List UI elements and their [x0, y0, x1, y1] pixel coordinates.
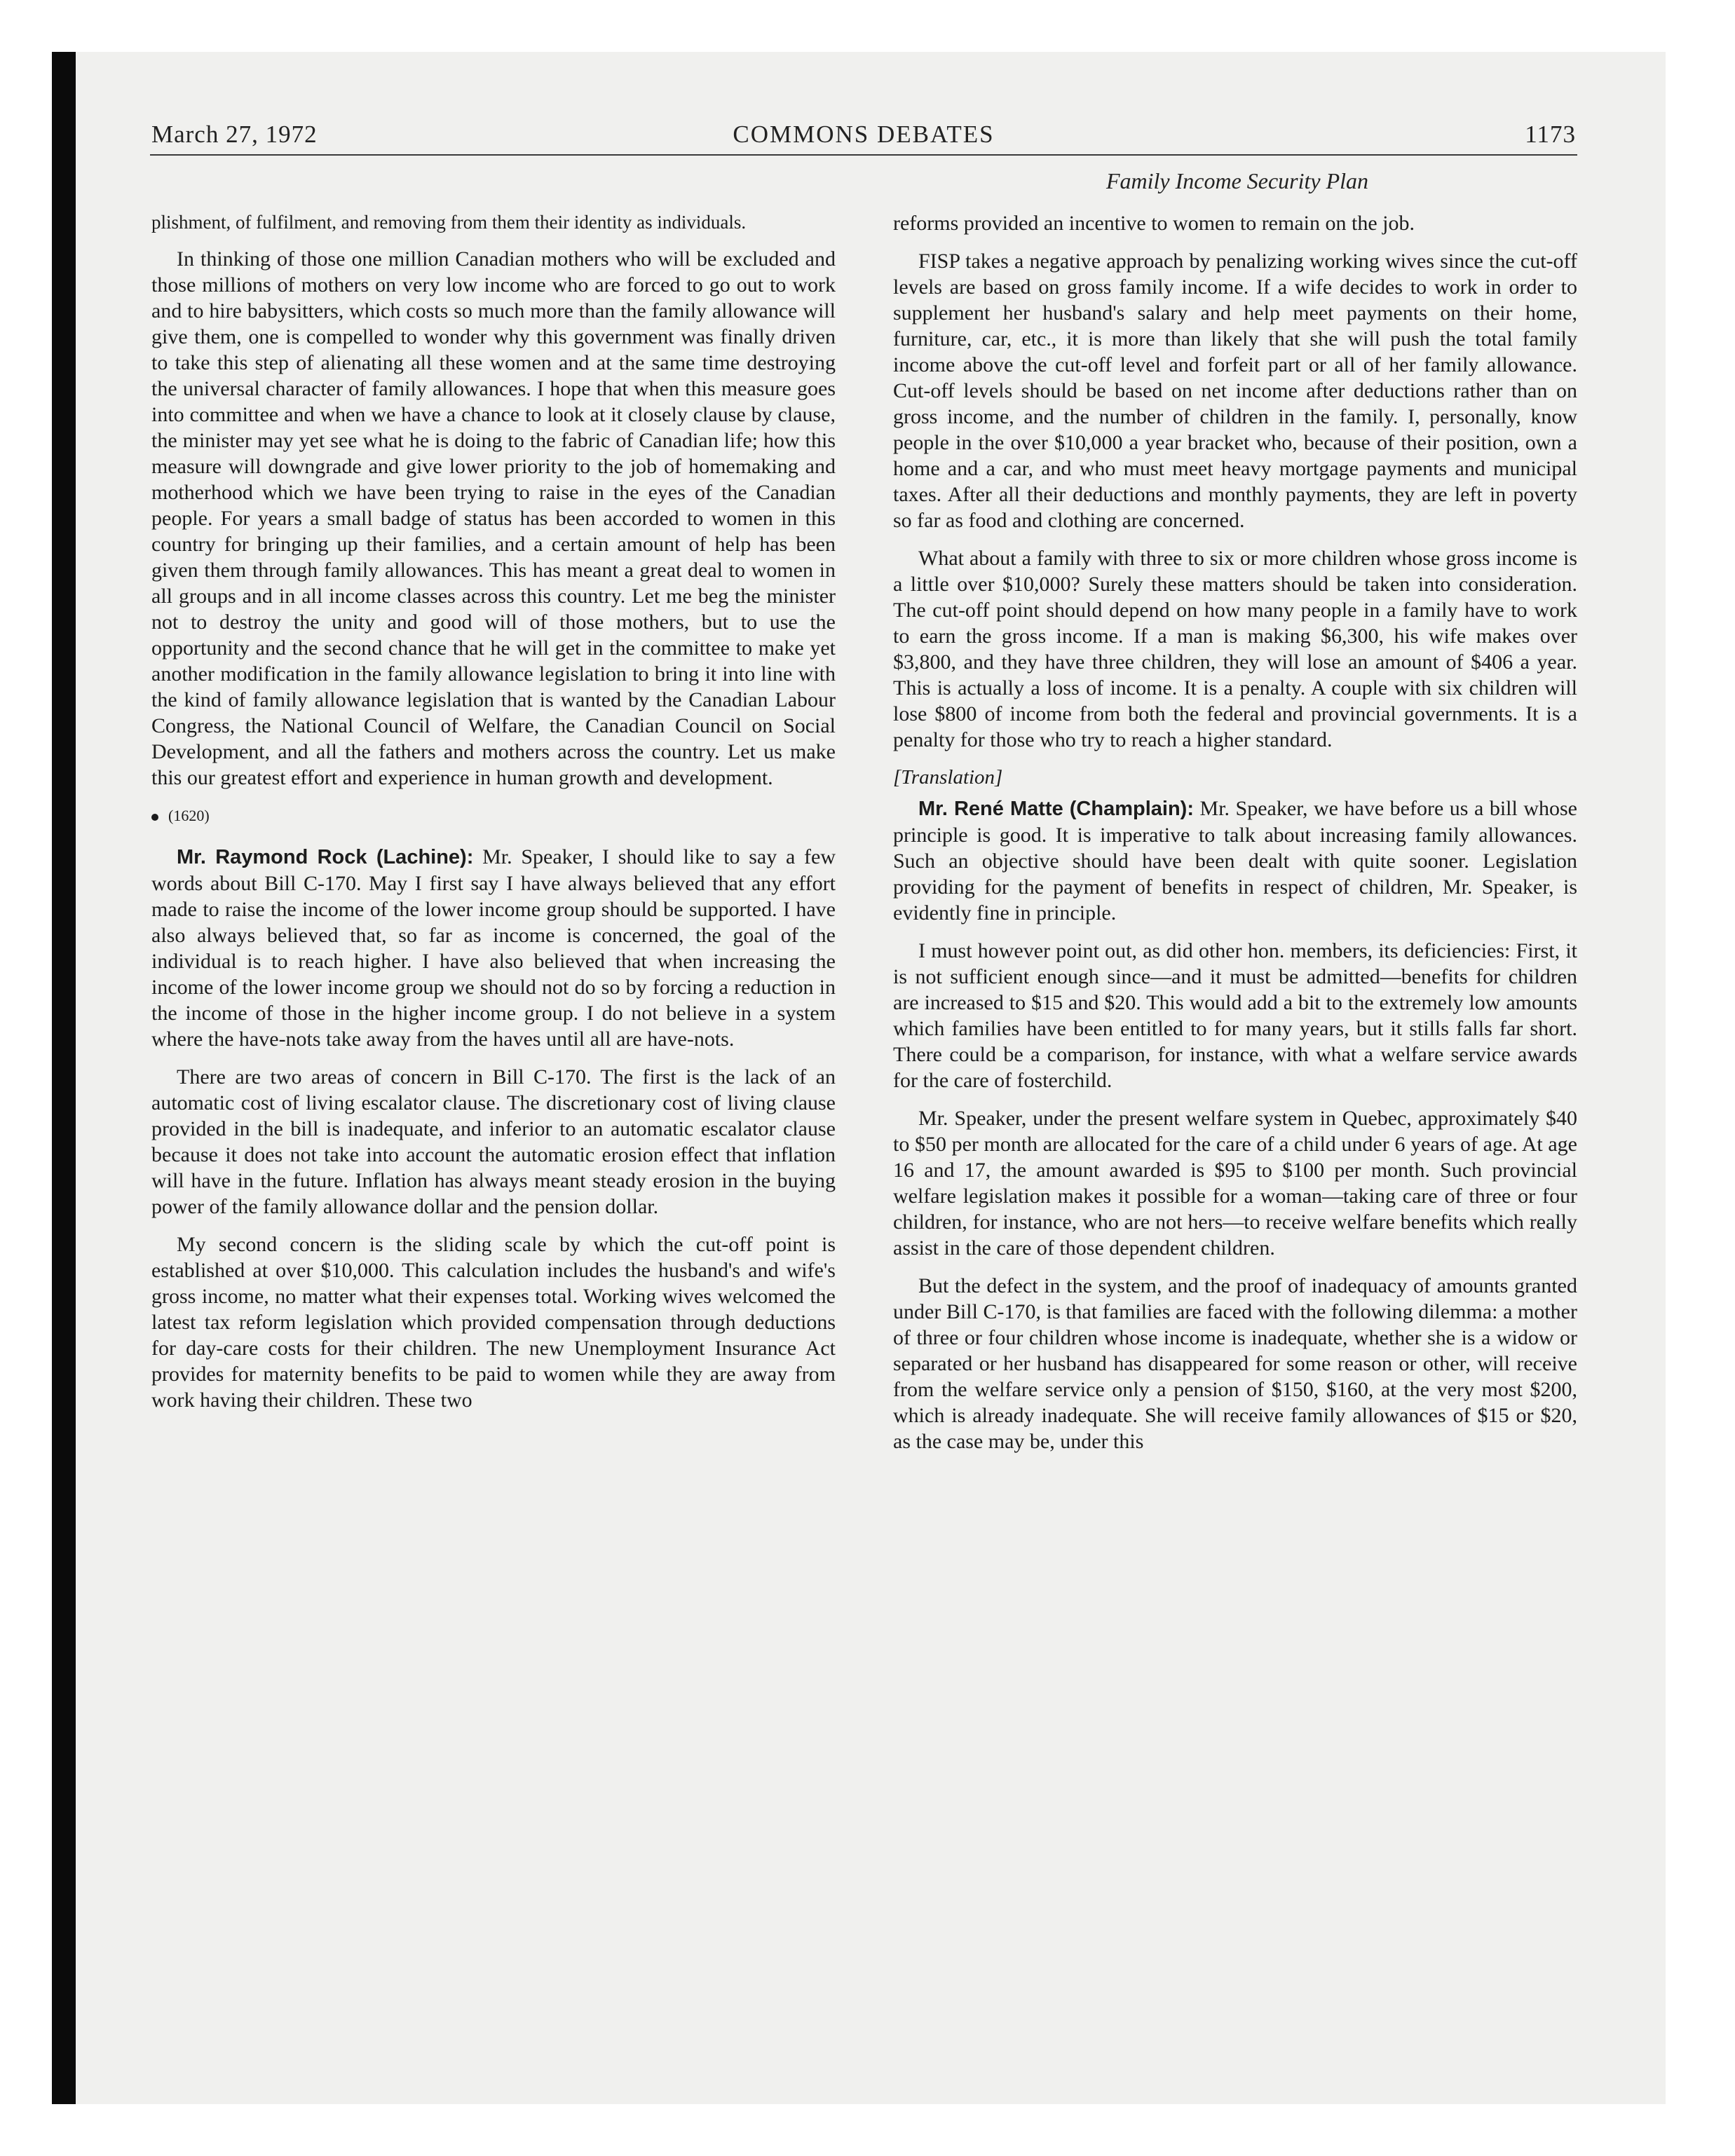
- speech-paragraph: [151, 844, 836, 1052]
- paragraph: There are two areas of concern in Bill C-170. The first is the lack of an automatic cost of living escalator clause. The discretionary cost of living clause provided in the bill is inadequate, and inferior to an automatic escalator clause because it does not take into account the automatic erosion effect that inflation will have in the future. Inflation has always meant steady erosion in the buying power of the family allowance dollar and the pension dollar.: [151, 1065, 836, 1218]
- paragraph: FISP takes a negative approach by penalizing working wives since the cut-off levels are based on gross family income. If a wife decides to work in order to supplement her husband's salary and help meet payments on their home, furniture, car, etc., it is more than likely that she will push the total family income above the cut-off level and forfeit part or all of her family allowance. Cut-off levels should be based on net income after deductions rather than on gross income, and the number of children in the family. I, personally, know people in the over $10,000 a year bracket who, because of their position, own a home and a car, and who must meet heavy mortgage payments and municipal taxes. After all their deductions and monthly payments, they are left in poverty so far as food and clothing are concerned.: [893, 250, 1577, 532]
- paragraph: reforms provided an incentive to women to remain on the job.: [893, 212, 1415, 235]
- time-marker: [151, 806, 836, 826]
- paragraph: Mr. Speaker, under the present welfare system in Quebec, approximately $40 to $50 per month are allocated for the care of a child under 6 years of age. At age 16 and 17, the amount awarded is $95 to $100 per month. Such provincial welfare legislation makes it possible for a woman—taking care of three or four children, for instance, who are not hers—to receive welfare benefits which really assist in the care of those dependent children.: [893, 1107, 1577, 1260]
- header-publication: COMMONS DEBATES: [733, 121, 995, 148]
- bullet-icon: [151, 814, 158, 821]
- paragraph: My second concern is the sliding scale by which the cut-off point is established at over $10,000. This calculation includes the husband's and wife's gross income, no matter what their expenses total. Working wives welcomed the latest tax reform legislation which provided compensation through deductions for day-care costs for their children. The new Unemployment Insurance Act provides for maternity benefits to be paid to women while they are away from work having their children. These two: [151, 1233, 836, 1412]
- running-head: [150, 121, 1577, 156]
- paragraph: plishment, of fulfilment, and removing from them their identity as individuals.: [151, 212, 747, 233]
- header-page-number: 1173: [1525, 121, 1576, 148]
- left-column: [151, 210, 836, 1425]
- speaker-name: Mr. René Matte (Champlain):: [918, 798, 1194, 820]
- time-marker-text: (1620): [168, 807, 210, 824]
- binding-edge: [52, 52, 76, 2104]
- paragraph: But the defect in the system, and the proof of inadequacy of amounts granted under Bill C-170, is that families are faced with the following dilemma: a mother of three or four children whose income is inadequate, whether she is a widow or separated or her husband has disappeared for some reason or other, will receive from the welfare service only a pension of $150, $160, at the very most $200, which is already inadequate. She will receive family allowances of $15 or $20, as the case may be, under this: [893, 1274, 1577, 1453]
- speech-text: Mr. Speaker, I should like to say a few words about Bill C-170. May I first say I have always believed that any effort made to raise the income of the lower income group should be supported. I have also always believed that, so far as income is concerned, the goal of the individual is to reach higher. I have also believed that when increasing the income of the lower income group we should not do so by forcing a reduction in the income of those in the higher income group. I do not believe in a system where the have-nots take away from the haves until all are have-nots.: [151, 845, 836, 1051]
- paragraph: I must however point out, as did other hon. members, its deficiencies: First, it is not sufficient enough since—and it must be admitted—benefits for children are increased to $15 and $20. This would add a bit to the extremely low amounts which families have been entitled to for many years, but it stills falls far short. There could be a comparison, for instance, with what a welfare service awards for the care of fosterchild.: [893, 939, 1577, 1092]
- speech-text: Mr. Speaker, we have before us a bill whose principle is good. It is imperative to talk about increasing family allowances. Such an objective should have been dealt with quite sooner. Legislation providing for the payment of benefits in respect of children, Mr. Speaker, is evidently fine in principle.: [893, 797, 1578, 925]
- right-column: [893, 210, 1577, 1466]
- translation-note: [893, 765, 1577, 790]
- section-title: Family Income Security Plan: [1105, 168, 1369, 193]
- paragraph: In thinking of those one million Canadian mothers who will be excluded and those millions of mothers on very low income who are forced to go out to work and to hire babysitters, which costs so much more than the family allowance will give them, one is compelled to wonder why this government was finally driven to take this step of alienating all these women and at the same time destroying the universal character of family allowances. I hope that when this measure goes into committee and when we have a chance to look at it closely clause by clause, the minister may yet see what he is doing to the fabric of Canadian life; how this measure will downgrade and give lower priority to the job of homemaking and motherhood which we have been trying to raise in the eyes of the Canadian people. For years a small badge of status has been accorded to women in this country for bringing up their families, and a certain amount of help has been given them through family allowances. This has meant a great deal to women in all groups and in all income classes across this country. Let me beg the minister not to destroy the unity and good will of those mothers, but to use the opportunity and the second chance that he will get in the committee to make yet another modification in the family allowance legislation to bring it into line with the kind of family allowance legislation that is wanted by the Canadian Labour Congress, the National Council of Welfare, the Canadian Council on Social Development, and all the fathers and mothers across the country. Let us make this our greatest effort and experience in human growth and development.: [151, 247, 836, 789]
- paragraph: What about a family with three to six or more children whose gross income is a little over $10,000? Surely these matters should be taken into consideration. The cut-off point should depend on how many people in a family have to work to earn the gross income. If a man is making $6,300, his wife makes over $3,800, and they have three children, they will lose an amount of $406 a year. This is actually a loss of income. It is a penalty. A couple with six children will lose $800 of income from both the federal and provincial governments. It is a penalty for those who try to reach a higher standard.: [893, 547, 1577, 751]
- translation-note-text: [Translation]: [893, 766, 1003, 789]
- header-date: March 27, 1972: [151, 121, 318, 148]
- speech-paragraph: [893, 796, 1577, 926]
- speaker-name: Mr. Raymond Rock (Lachine):: [177, 846, 474, 868]
